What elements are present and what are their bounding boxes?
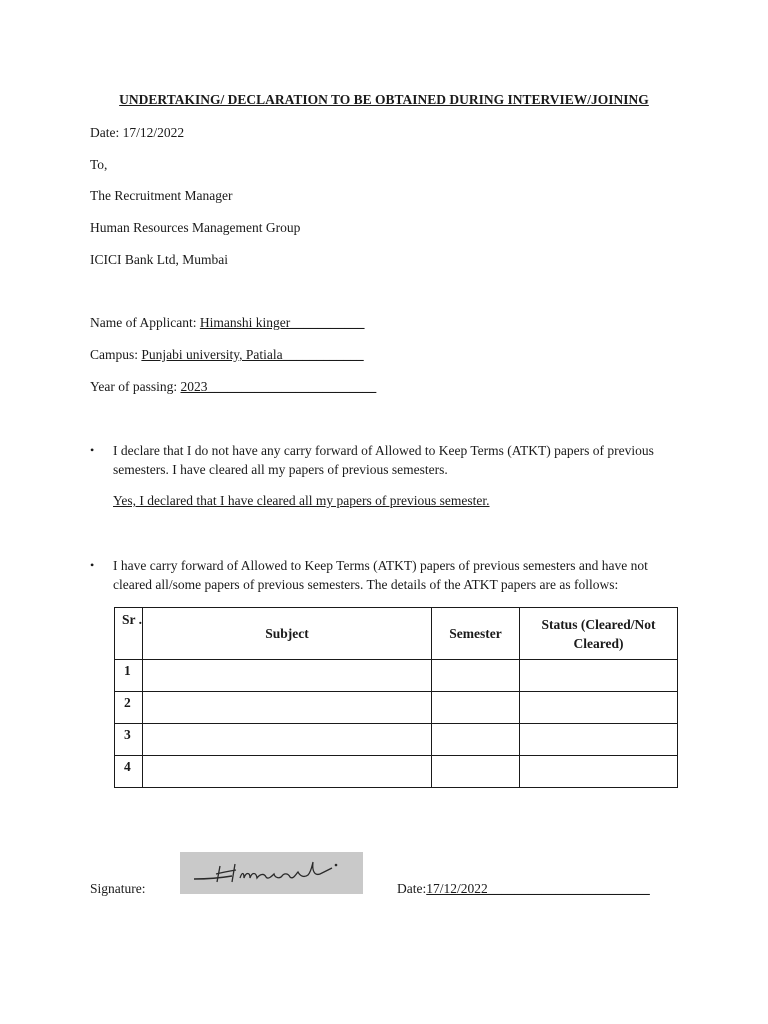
signature-date-label: Date:	[397, 881, 427, 896]
addressee-line-1: The Recruitment Manager	[90, 188, 233, 203]
row-semester	[432, 724, 520, 756]
table-row	[115, 660, 678, 692]
row-subject	[143, 724, 432, 756]
signature-date-value: 17/12/2022________________________	[426, 881, 650, 896]
header-status: Status (Cleared/Not Cleared)	[520, 608, 678, 660]
signature-date-line	[397, 881, 650, 897]
row-sr: 1	[115, 660, 143, 692]
header-subject: Subject	[143, 608, 432, 660]
date-label: Date:	[90, 125, 120, 140]
bullet-icon: •	[90, 443, 95, 457]
row-semester	[432, 660, 520, 692]
date-value: 17/12/2022	[122, 125, 185, 140]
campus-label: Campus:	[90, 347, 139, 362]
table-row	[115, 756, 678, 788]
row-status	[520, 660, 678, 692]
declaration-2-text: I have carry forward of Allowed to Keep Terms (ATKT) papers of previous semesters and have not cleared all/some papers of previous semesters. The details of the ATKT papers are as follows:	[113, 558, 648, 592]
bullet-icon: •	[90, 558, 95, 572]
row-subject	[143, 756, 432, 788]
signature-label: Signature:	[90, 881, 146, 896]
row-sr: 3	[115, 724, 143, 756]
row-semester	[432, 692, 520, 724]
year-value: 2023_________________________	[180, 379, 377, 394]
addressee-line-2: Human Resources Management Group	[90, 220, 301, 235]
signature-image	[180, 852, 363, 894]
row-semester	[432, 756, 520, 788]
declaration-1-text: I declare that I do not have any carry forward of Allowed to Keep Terms (ATKT) papers of previous semesters. I have cleared all my papers of previous semesters.	[113, 443, 654, 477]
row-sr: 4	[115, 756, 143, 788]
document-title: UNDERTAKING/ DECLARATION TO BE OBTAINED DURING INTERVIEW/JOINING	[119, 92, 649, 107]
table-row	[115, 692, 678, 724]
addressee-line-3: ICICI Bank Ltd, Mumbai	[90, 252, 228, 267]
salutation-to: To,	[90, 157, 108, 172]
year-label: Year of passing:	[90, 379, 178, 394]
row-status	[520, 692, 678, 724]
header-semester: Semester	[432, 608, 520, 660]
applicant-name-line	[90, 315, 364, 331]
table-row	[115, 724, 678, 756]
applicant-name-value: Himanshi kinger___________	[199, 315, 365, 330]
atkt-table	[114, 607, 678, 788]
table-header-row	[115, 608, 678, 660]
row-status	[520, 724, 678, 756]
year-of-passing-line	[90, 379, 376, 395]
handwritten-signature-icon	[180, 852, 363, 894]
row-sr: 2	[115, 692, 143, 724]
row-subject	[143, 660, 432, 692]
campus-value: Punjabi university, Patiala____________	[141, 347, 364, 362]
row-status	[520, 756, 678, 788]
row-subject	[143, 692, 432, 724]
declaration-1-response: Yes, I declared that I have cleared all my papers of previous semester.	[113, 493, 490, 508]
date-line	[90, 125, 184, 141]
campus-line	[90, 347, 364, 363]
applicant-name-label: Name of Applicant:	[90, 315, 197, 330]
header-sr: Sr .	[115, 608, 143, 660]
